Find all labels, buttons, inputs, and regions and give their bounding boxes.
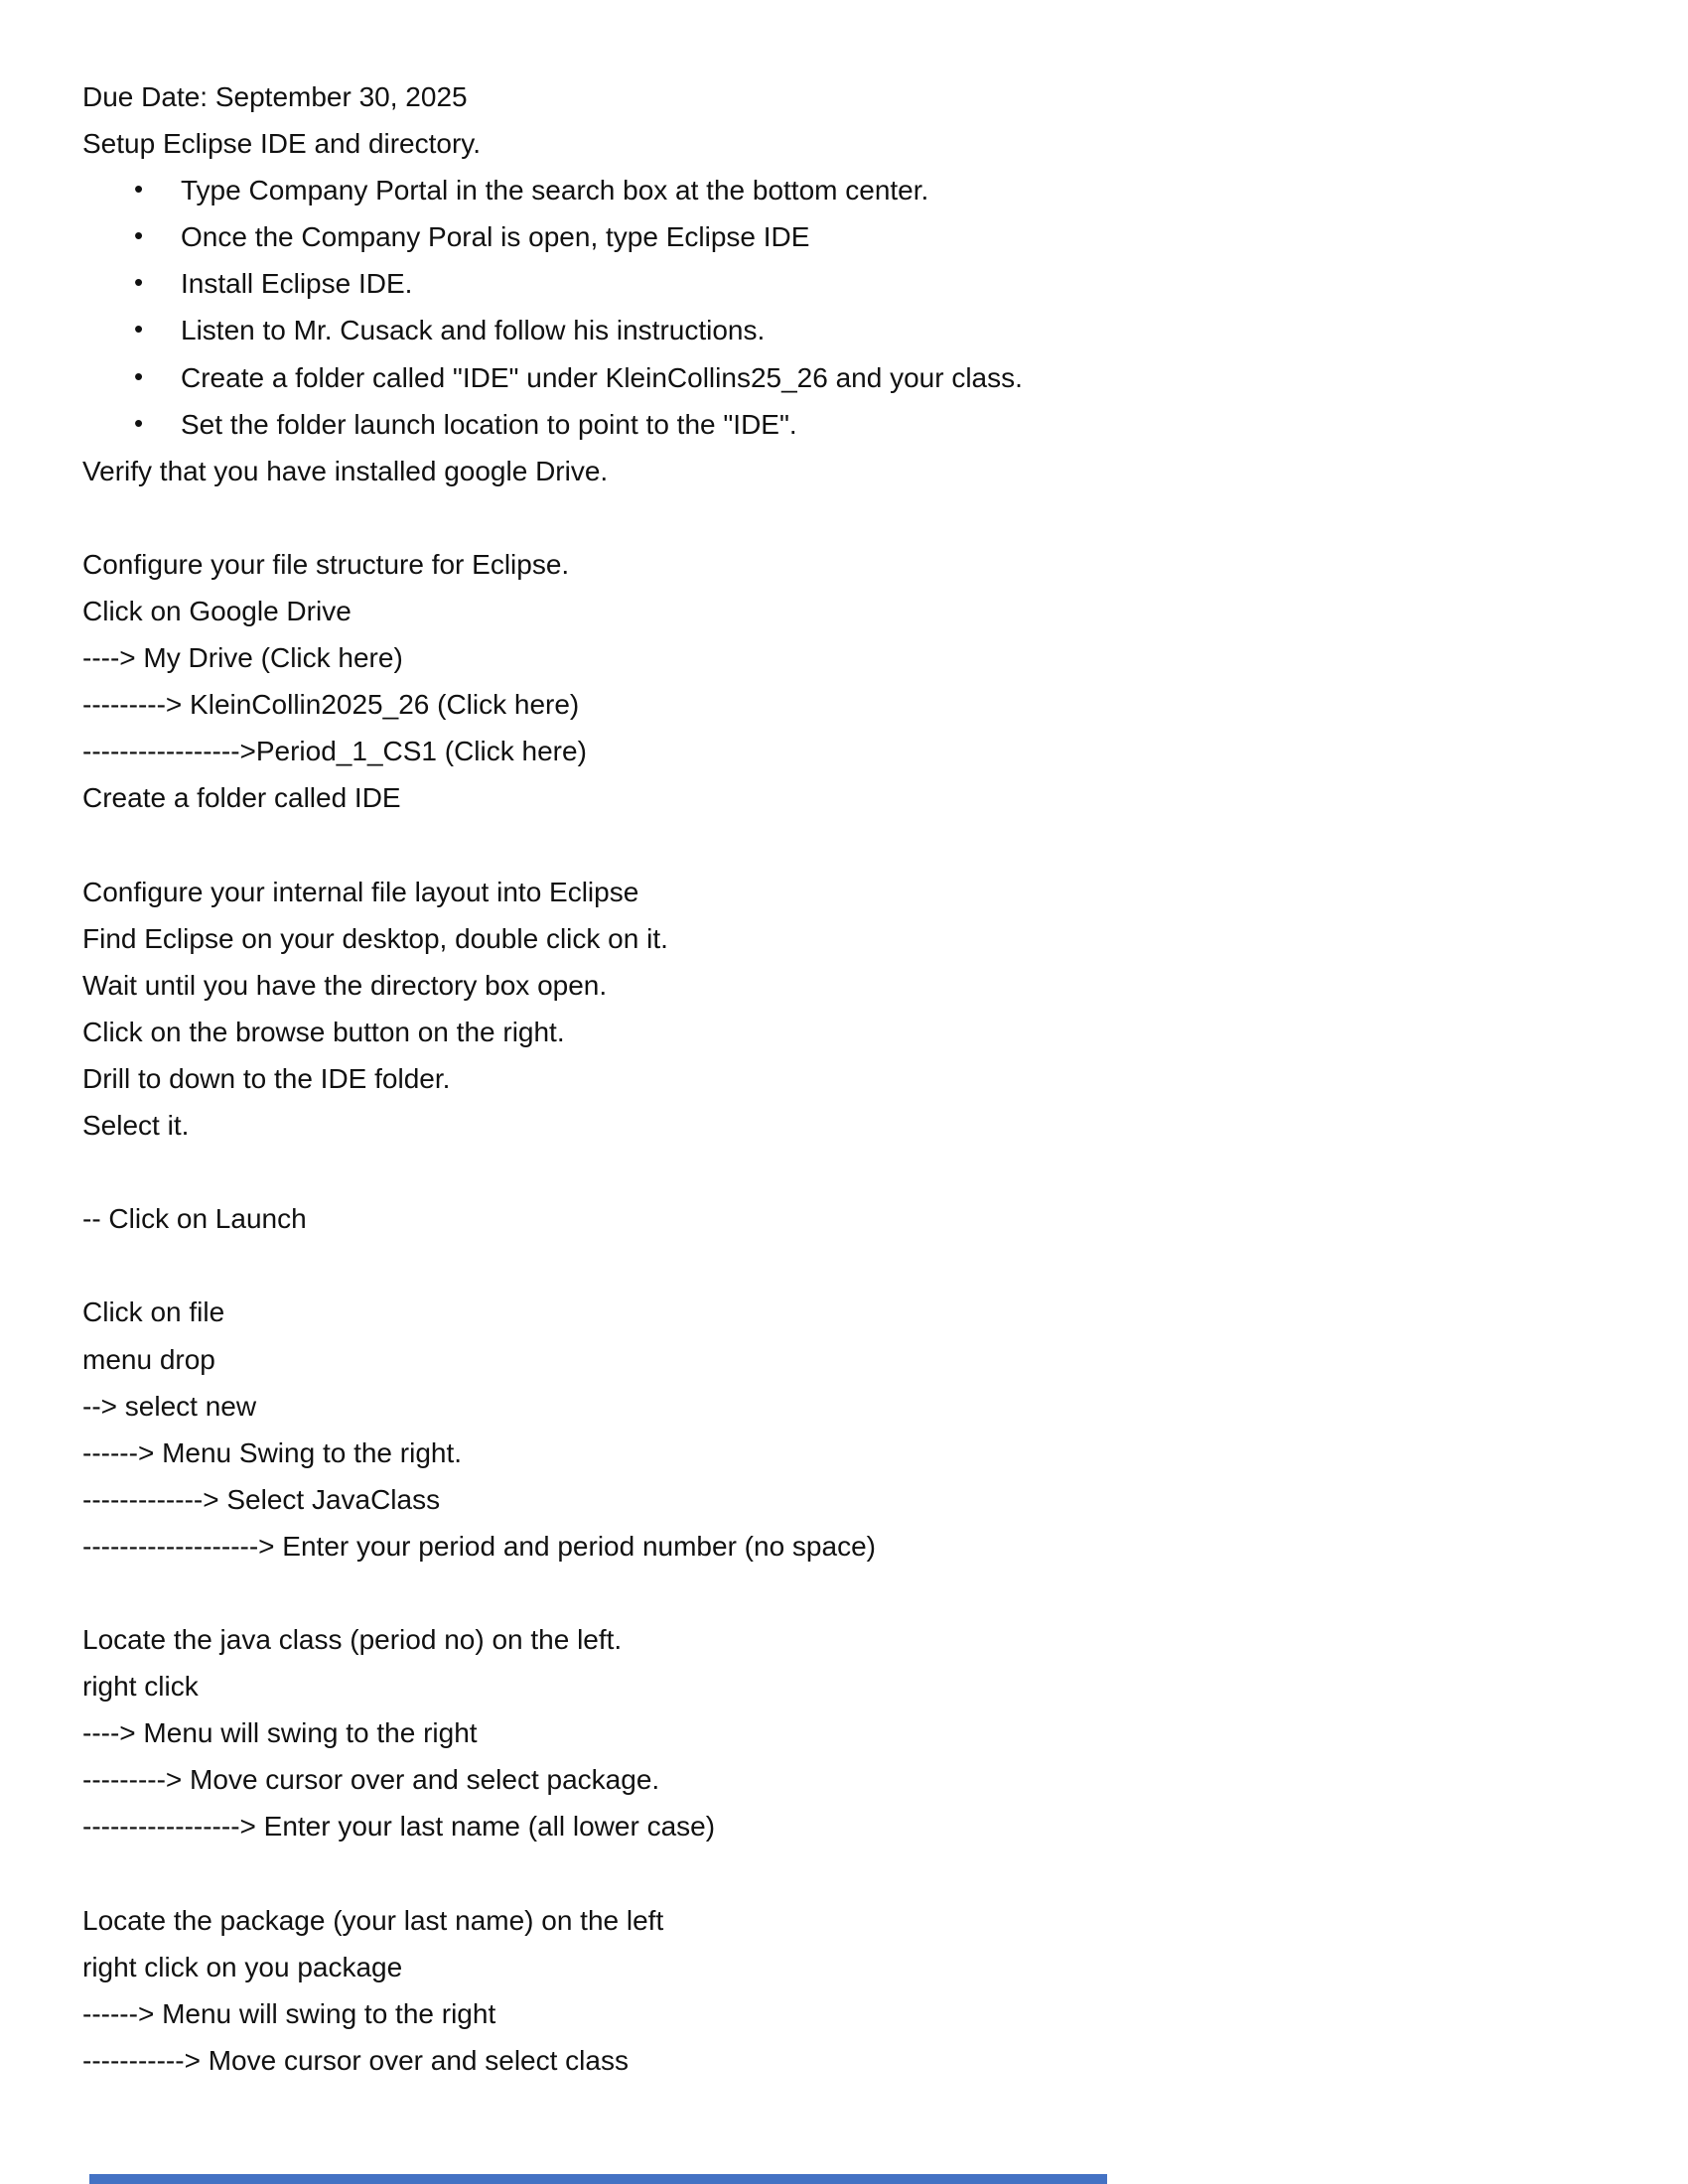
- text-line: Create a folder called IDE: [82, 782, 401, 814]
- arrow-step-line: -------------------> Enter your period and period number (no space): [82, 1530, 876, 1562]
- bullet-item: [82, 307, 1648, 353]
- text-line: menu drop: [82, 1343, 215, 1375]
- text-line: Click on Google Drive: [82, 596, 352, 627]
- arrow-step-line: ---------> Move cursor over and select package.: [82, 1764, 660, 1796]
- blank-line: [82, 822, 1648, 869]
- blank-line: [82, 1850, 1648, 1897]
- text-line: Wait until you have the directory box open.: [82, 969, 608, 1001]
- text-line: Select it.: [82, 1110, 190, 1142]
- bullet-text: Listen to Mr. Cusack and follow his instructions.: [181, 315, 766, 346]
- blank-line: [82, 1570, 1648, 1616]
- bullet-icon: •: [134, 267, 144, 298]
- blank-line: [82, 494, 1648, 541]
- arrow-step-line: ------> Menu will swing to the right: [82, 1997, 496, 2029]
- arrow-step-line: ---------> KleinCollin2025_26 (Click here): [82, 689, 580, 721]
- bullet-text: Create a folder called "IDE" under KleinCollins25_26 and your class.: [181, 361, 1023, 393]
- text-line: right click on you package: [82, 1951, 403, 1982]
- text-line: Verify that you have installed google Drive.: [82, 455, 609, 486]
- text-line: right click: [82, 1671, 199, 1703]
- arrow-step-line: -----------------> Enter your last name (all lower case): [82, 1811, 716, 1843]
- bullet-item: [82, 167, 1648, 213]
- arrow-step-line: ----> My Drive (Click here): [82, 642, 403, 674]
- bullet-icon: •: [134, 220, 144, 251]
- blank-line: [82, 1242, 1648, 1289]
- bullet-text: Once the Company Poral is open, type Eclipse IDE: [181, 221, 810, 253]
- arrow-step-line: ----------------->Period_1_CS1 (Click here): [82, 736, 587, 767]
- text-line: Click on the browse button on the right.: [82, 1016, 565, 1047]
- setup-heading-line: Setup Eclipse IDE and directory.: [82, 128, 482, 160]
- bullet-text: Install Eclipse IDE.: [181, 268, 413, 300]
- bullet-item: [82, 260, 1648, 307]
- bullet-icon: •: [134, 174, 144, 205]
- bullet-text: Set the folder launch location to point to the "IDE".: [181, 408, 797, 440]
- arrow-step-line: --> select new: [82, 1390, 257, 1422]
- text-line: Configure your file structure for Eclipse.: [82, 548, 570, 580]
- arrow-step-line: -------------> Select JavaClass: [82, 1483, 441, 1515]
- bullet-icon: •: [134, 407, 144, 438]
- arrow-step-line: ------> Menu Swing to the right.: [82, 1436, 463, 1468]
- arrow-step-line: -----------> Move cursor over and select class: [82, 2044, 629, 2076]
- document-body: [82, 73, 1648, 2084]
- due-date-line: Due Date: September 30, 2025: [82, 81, 468, 112]
- bullet-item: [82, 213, 1648, 260]
- bullet-text: Type Company Portal in the search box at the bottom center.: [181, 175, 929, 206]
- bullet-item: [82, 401, 1648, 448]
- bottom-accent-bar: [89, 2174, 1107, 2184]
- bullet-icon: •: [134, 360, 144, 391]
- bullet-icon: •: [134, 314, 144, 344]
- text-line: Locate the package (your last name) on the left: [82, 1904, 664, 1936]
- text-line: Configure your internal file layout into Eclipse: [82, 876, 639, 907]
- text-line: -- Click on Launch: [82, 1203, 307, 1235]
- text-line: Drill to down to the IDE folder.: [82, 1062, 451, 1094]
- text-line: Find Eclipse on your desktop, double click on it.: [82, 922, 668, 954]
- text-line: Locate the java class (period no) on the left.: [82, 1624, 623, 1656]
- text-line: Click on file: [82, 1297, 225, 1328]
- bullet-item: [82, 354, 1648, 401]
- blank-line: [82, 1149, 1648, 1195]
- arrow-step-line: ----> Menu will swing to the right: [82, 1717, 478, 1749]
